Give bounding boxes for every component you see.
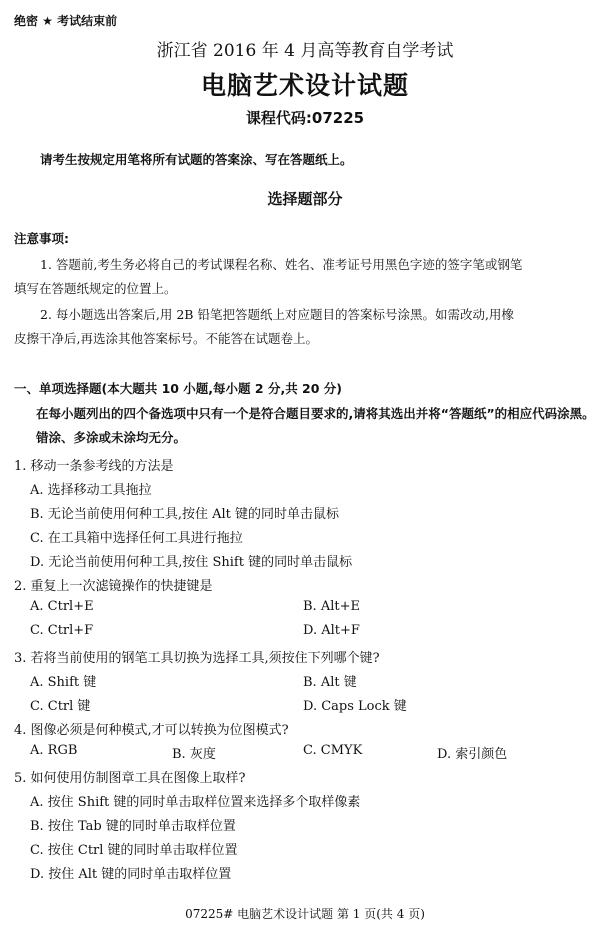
question-3-option-c: C. Ctrl 键 — [30, 699, 91, 714]
question-2-option-c: C. Ctrl+F — [30, 623, 94, 638]
question-1-option-a: A. 选择移动工具拖拉 — [30, 483, 152, 498]
question-5-option-a: A. 按住 Shift 键的同时单击取样位置来选择多个取样像素 — [30, 795, 361, 810]
question-1-option-c: C. 在工具箱中选择任何工具进行拖拉 — [30, 531, 243, 546]
question-5-option-b: B. 按住 Tab 键的同时单击取样位置 — [30, 819, 236, 834]
question-3-option-b: B. Alt 键 — [303, 675, 357, 690]
question-4-option-a: A. RGB — [30, 743, 78, 758]
page-footer: 07225# 电脑艺术设计试题 第 1 页(共 4 页) — [185, 907, 425, 921]
question-3-option-d: D. Caps Lock 键 — [303, 699, 407, 714]
question-4-stem: 4. 图像必须是何种模式,才可以转换为位图模式? — [14, 723, 289, 738]
question-1-stem: 1. 移动一条参考线的方法是 — [14, 459, 174, 474]
question-5-option-c: C. 按住 Ctrl 键的同时单击取样位置 — [30, 843, 238, 858]
question-2-option-b: B. Alt+E — [303, 599, 360, 614]
question-2-option-a: A. Ctrl+E — [30, 599, 94, 614]
question-5-option-d: D. 按住 Alt 键的同时单击取样位置 — [30, 867, 232, 882]
part1-description: 在每小题列出的四个备选项中只有一个是符合题目要求的,请将其选出并将“答题纸”的相应代码涂黑。错涂、多涂或未涂均无分。 — [36, 406, 595, 445]
secret-mark: 绝密 ★ 考试结束前 — [14, 14, 118, 28]
exam-line: 浙江省 2016 年 4 月高等教育自学考试 — [156, 41, 454, 61]
question-4-option-d: D. 索引颜色 — [437, 747, 508, 762]
question-2-option-d: D. Alt+F — [303, 623, 360, 638]
section-title: 选择题部分 — [267, 190, 343, 208]
instruction-text: 请考生按规定用笔将所有试题的答案涂、写在答题纸上。 — [40, 152, 353, 167]
question-4-option-b: B. 灰度 — [172, 747, 216, 762]
question-3-stem: 3. 若将当前使用的钢笔工具切换为选择工具,须按住下列哪个键? — [14, 651, 380, 666]
question-3-option-a: A. Shift 键 — [30, 675, 97, 690]
question-1-option-b: B. 无论当前使用何种工具,按住 Alt 键的同时单击鼠标 — [30, 507, 339, 522]
question-2-stem: 2. 重复上一次滤镜操作的快捷键是 — [14, 579, 213, 594]
notice-p2-line1: 2. 每小题选出答案后,用 2B 铅笔把答题纸上对应题目的答案标号涂黑。如需改动,用橡 — [40, 307, 514, 322]
notice-p1-line2: 填写在答题纸规定的位置上。 — [14, 281, 177, 296]
notice-paragraph-1 — [14, 253, 596, 301]
notice-heading: 注意事项: — [14, 231, 69, 246]
question-5-stem: 5. 如何使用仿制图章工具在图像上取样? — [14, 771, 246, 786]
question-4-option-c: C. CMYK — [303, 743, 363, 758]
part1-heading: 一、单项选择题(本大题共 10 小题,每小题 2 分,共 20 分) — [14, 381, 343, 396]
page-title: 电脑艺术设计试题 — [200, 71, 409, 100]
notice-paragraph-2 — [14, 303, 596, 351]
course-code: 课程代码:07225 — [245, 109, 365, 127]
question-1-option-d: D. 无论当前使用何种工具,按住 Shift 键的同时单击鼠标 — [30, 555, 353, 570]
notice-p1-line1: 1. 答题前,考生务必将自己的考试课程名称、姓名、准考证号用黑色字迹的签字笔或钢笔 — [40, 257, 523, 272]
notice-p2-line2: 皮擦干净后,再选涂其他答案标号。不能答在试题卷上。 — [14, 331, 318, 346]
